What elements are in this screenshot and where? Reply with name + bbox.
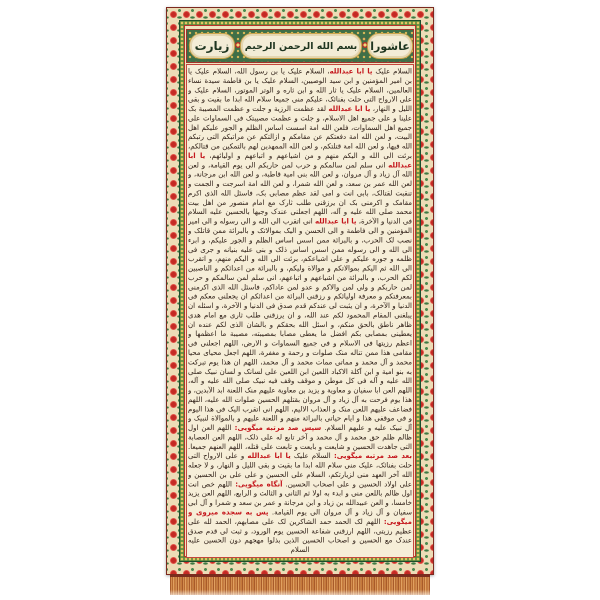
highlighted-text: بعد صد مرتبه میگویی: xyxy=(330,452,412,461)
prayer-text: اللهم العن اول ظالم ظلم حق محمد و آل محمد و آخر تابع له علی ذلک، اللهم العن العصابة التی جاهدت الحسین و شایعت و بایعت و تابعت علی قتله، اللهم العنهم جمیعا. xyxy=(188,424,412,451)
prayer-text: لقد عظمت الرزیة و جلت و عظمت المصیبة بک علینا و علی جمیع اهل الاسلام، و جلت و عظمت مصیبتک فی السماوات علی جمیع اهل السماوات، فلعن الله امة اسست اساس الظلم و الجور علیکم اهل البیت، و لعن الله امة دفعتکم عن مقامکم و ازالتکم عن مراتبکم التی رتبکم الله فیها، و لعن الله امة قتلتکم، و لعن الله الممهدین لهم بالتمکین من قتالکم، برئت الی الله و الیکم منهم و من اشیاعهم و اتباعهم و اولیائهم، xyxy=(188,105,412,160)
title-header xyxy=(186,29,414,63)
prayer-text: انی سلم لمن سالمکم و حرب لمن حاربکم الی یوم القیامة، و لعن الله آل زیاد و آل مروان، و لعن الله بنی امیة قاطبة، و لعن الله ابن مرجانة، و لعن الله عمر بن سعد، و لعن الله شمرا، و لعن الله امة اسرجت و الجمت و تنقبت لقتالک، بابی انت و امی لقد عظم مصابی بک، فاسئل الله الذی اکرم مقامک و اکرمنی بک ان یرزقنی طلب ثارک مع امام منصور من اهل بیت محمد صلی الله علیه و آله، اللهم اجعلنی عندک وجیها بالحسین علیه السلام فی الدنیا و الآخرة، xyxy=(188,161,412,226)
title-ziyarat: زیارت xyxy=(194,39,230,53)
highlighted-text: یا ابا عبدالله xyxy=(328,105,371,114)
title-cartouche-center xyxy=(240,33,362,59)
title-ashura: عاشورا xyxy=(370,39,410,53)
title-cartouche-left xyxy=(189,33,235,59)
prayer-text: اللهم خص انت اول ظالم باللعن منی و ابدء به اولا ثم الثانی و الثالث و الرابع، اللهم العن یزید خامسا، و العن عبیدالله بن زیاد و ابن مرجانة و عمر بن سعد و شمرا و آل ابی سفیان و آل زیاد و آل مروان الی یوم القیامة. xyxy=(188,480,412,517)
tapestry xyxy=(166,7,434,575)
prayer-text: انی اتقرب الی الله و الی رسوله و الی امیر المؤمنین و الی فاطمة و الی الحسن و الیک بموالاتک و بالبرائة ممن قاتلک و نصب لک الحرب، و بالبرائة ممن اسس اساس الظلم و الجور علیکم، و ابرء الی الله و الی رسوله ممن اسس اساس ذلک و بنی علیه بنیانه و جری فی ظلمه و جوره علیکم و علی اشیاعکم، برئت الی الله و الیکم منهم، و اتقرب الی الله ثم الیکم بموالاتکم و موالاة ولیکم، و بالبرائة من اعدائکم و الناصبین لکم الحرب، و بالبرائة من اشیاعهم و اتباعهم، انی سلم لمن سالمکم و حرب لمن حاربکم و ولی لمن والاکم و عدو لمن عاداکم، فاسئل الله الذی اکرمنی بمعرفتکم و معرفة اولیائکم و رزقنی البرائة من اعدائکم ان یجعلنی معکم فی الدنیا و الآخرة، و ان یثبت لی عندکم قدم صدق فی الدنیا و الآخرة، و اسئله ان یبلغنی المقام المحمود لکم عند الله، و ان یرزقنی طلب ثاری مع امام هدی ظاهر ناطق بالحق منکم، و اسئل الله بحقکم و بالشان الذی لکم عنده ان یعطینی بمصابی بکم افضل ما یعطی مصابا بمصیبته، مصیبة ما اعظمها و اعظم رزیتها فی الاسلام و فی جمیع السماوات و الارض، اللهم اجعلنی فی مقامی هذا ممن تناله منک صلوات و رحمة و مغفرة، اللهم اجعل محیای محیا محمد و آل محمد و مماتی ممات محمد و آل محمد، اللهم ان هذا یوم تبرکت به بنو امیة و ابن آکلة الاکباد اللعین ابن اللعین علی لسانک و لسان نبیک صلی الله علیه و آله فی کل موطن و موقف وقف فیه نبیک صلی الله علیه و آله، اللهم العن ابا سفیان و معاویة و یزید بن معاویة علیهم منک اللعنة ابد الآبدین، و هذا یوم فرحت به آل زیاد و آل مروان بقتلهم الحسین صلوات الله علیه، اللهم فضاعف علیهم اللعن منک و العذاب الالیم، اللهم انی اتقرب الیک فی هذا الیوم و فی موقفی هذا و ایام حیاتی بالبرائة منهم و اللعنة علیهم و بالموالاة لنبیک و آل نبیک علیه و علیهم السلام. xyxy=(188,217,412,433)
highlighted-text: آنگاه میگویی: xyxy=(231,480,283,489)
prayer-text: و علی الارواح التی حلت بفنائک، علیک منی سلام الله ابدا ما بقیت و بقی اللیل و النهار، و لا جعله الله آخر العهد منی لزیارتکم، السلام علی الحسین و علی علی بن الحسین و علی اولاد الحسین و علی اصحاب الحسین. xyxy=(188,452,412,489)
highlighted-text: سپس صد مرتبه میگویی: xyxy=(231,424,322,433)
highlighted-text: یا ابا عبدالله xyxy=(314,217,357,226)
title-cartouche-right xyxy=(367,33,413,59)
bottom-fringe xyxy=(170,575,430,595)
highlighted-text: یا ابا عبدالله xyxy=(188,151,412,170)
prayer-text: ، السلام علیک یا بن رسول الله، السلام علیک یا بن امیر المؤمنین و ابن سید الوصیین، السلام علیک یا بن فاطمة سیدة نساء العالمین، السلام علیک یا ثار الله و ابن ثاره و الوتر الموتور، السلام علیک و علی الارواح التی حلت بفنائک، علیکم منی جمیعا سلام الله ابدا ما بقیت و بقی اللیل و النهار، xyxy=(188,67,412,114)
prayer-text: السلام علیک xyxy=(372,67,412,76)
highlighted-text: پس به سجده میروی و میگویی: xyxy=(188,508,412,526)
prayer-text: اللهم لک الحمد حمد الشاکرین لک علی مصابهم، الحمد لله علی عظیم رزیتی، اللهم ارزقنی شفاعة الحسین یوم الورود، و ثبت لی قدم صدق عندک مع الحسین و اصحاب الحسین الذین بذلوا مهجهم دون الحسین علیه السلام xyxy=(188,517,412,555)
highlighted-text: یا ابا عبدالله xyxy=(329,67,373,76)
title-basmala: بسم الله الرحمن الرحیم xyxy=(244,40,358,52)
prayer-text: السلام علیک xyxy=(290,452,331,461)
prayer-body-text xyxy=(188,67,412,555)
highlighted-text: یا ابا عبدالله xyxy=(247,452,291,461)
